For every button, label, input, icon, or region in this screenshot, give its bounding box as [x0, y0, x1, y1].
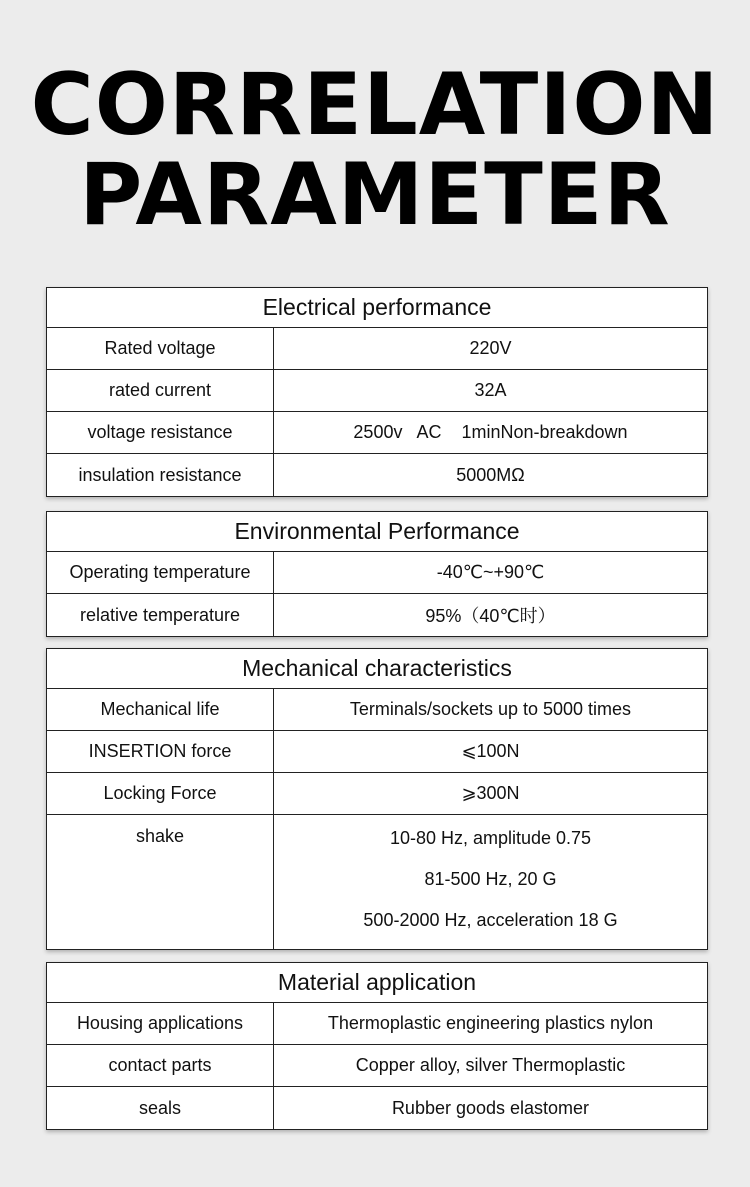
page-title-line-1: CORRELATION [30, 55, 720, 155]
rated-voltage-label: Rated voltage [47, 328, 274, 369]
insertion-force-value: ⩽100N [461, 741, 520, 761]
shake-label: shake [47, 815, 274, 949]
mechanical-life-label: Mechanical life [47, 689, 274, 730]
insertion-force-label: INSERTION force [47, 731, 274, 772]
voltage-resistance-label: voltage resistance [47, 412, 274, 453]
relative-temperature-label: relative temperature [47, 594, 274, 636]
electrical-performance-header: Electrical performance [47, 288, 707, 328]
locking-force-label: Locking Force [47, 773, 274, 814]
insulation-resistance-value: 5000MΩ [456, 464, 525, 485]
insulation-resistance-label: insulation resistance [47, 454, 274, 496]
relative-temperature-value: 95%（40℃时） [425, 606, 556, 626]
electrical-performance-table [46, 287, 708, 497]
shake-values [274, 815, 707, 949]
housing-applications-value: Thermoplastic engineering plastics nylon [327, 1013, 654, 1033]
rated-current-value: 32A [474, 380, 507, 400]
table-row [47, 552, 707, 594]
operating-temperature-label: Operating temperature [47, 552, 274, 593]
table-row [47, 370, 707, 412]
table-row [47, 731, 707, 773]
seals-label: seals [47, 1087, 274, 1129]
mechanical-life-value: Terminals/sockets up to 5000 times [349, 699, 632, 719]
contact-parts-value: Copper alloy, silver Thermoplastic [355, 1055, 626, 1075]
contact-parts-label: contact parts [47, 1045, 274, 1086]
table-row [47, 1003, 707, 1045]
environmental-performance-header: Environmental Performance [47, 512, 707, 552]
environmental-performance-table [46, 511, 708, 637]
material-application-table [46, 962, 708, 1130]
seals-value: Rubber goods elastomer [391, 1097, 590, 1118]
table-row [47, 689, 707, 731]
voltage-resistance-value: 2500v AC 1minNon-breakdown [353, 422, 628, 442]
table-row [47, 1087, 707, 1129]
housing-applications-label: Housing applications [47, 1003, 274, 1044]
shake-value-line: 81-500 Hz, 20 G [424, 869, 557, 889]
locking-force-value: ⩾300N [461, 783, 520, 803]
rated-current-label: rated current [47, 370, 274, 411]
shake-value-line: 500-2000 Hz, acceleration 18 G [363, 910, 618, 930]
material-application-header: Material application [47, 963, 707, 1003]
table-row [47, 815, 707, 949]
mechanical-characteristics-table [46, 648, 708, 950]
table-row [47, 773, 707, 815]
operating-temperature-value: -40℃~+90℃ [436, 562, 545, 582]
table-row [47, 1045, 707, 1087]
table-row [47, 328, 707, 370]
rated-voltage-value: 220V [469, 338, 512, 358]
mechanical-characteristics-header: Mechanical characteristics [47, 649, 707, 689]
table-row [47, 412, 707, 454]
page-title-line-2: PARAMETER [79, 145, 671, 245]
table-row [47, 454, 707, 496]
table-row [47, 594, 707, 636]
shake-value-line: 10-80 Hz, amplitude 0.75 [389, 828, 592, 848]
